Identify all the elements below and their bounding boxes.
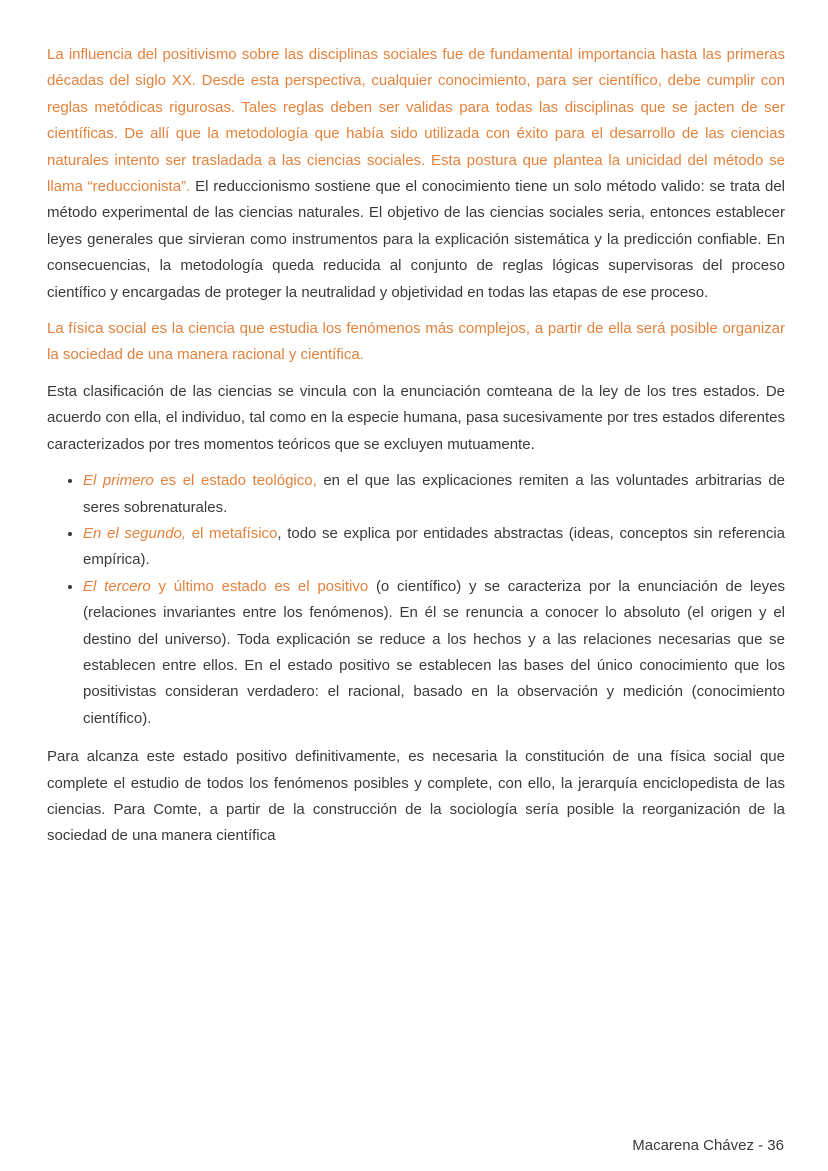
paragraph-conclusion: Para alcanza este estado positivo definitivamente, es necesaria la constitución de una física social que complete el estudio de todos los fenómenos posibles y complete, con ello, la jerarquía enciclopedista de las ciencias. Para Comte, a partir de la construcción de la sociología sería posible la reorganización de la sociedad de una manera científica (47, 748, 785, 845)
list-item-theological-state (83, 468, 785, 521)
bullet3-black-text: (o científico) y se caracteriza por la enunciación de leyes (relaciones invariantes entre los fenómenos). En él se renuncia a conocer lo absoluto (el origen y el destino del universo). Toda explicación se reduce a los hechos y a las relaciones necesarias que se establecen entre ellos. En el estado positivo se establecen las bases del único conocimiento que los positivistas consideran verdadero: el racional, basado en la observación y medición (conocimiento científico). (83, 577, 785, 727)
bullet2-orange-text: el metafísico (186, 524, 278, 542)
page-footer-author-pagenumber: Macarena Chávez - 36 (632, 1137, 784, 1154)
bullet3-orange-text: y último estado es el positivo (150, 577, 376, 595)
list-item-positive-state (83, 574, 785, 732)
bullet3-italic-orange-text: El tercero (83, 577, 151, 595)
paragraph-three-states-intro: Esta clasificación de las ciencias se vincula con la enunciación comteana de la ley de los tres estados. De acuerdo con ella, el individuo, tal como en la especie humana, pasa sucesivamente por tres estados diferentes caracterizados por tres momentos teóricos que se excluyen mutuamente. (47, 382, 785, 453)
paragraph-reductionism-black-text: El reduccionismo sostiene que el conocimiento tiene un solo método valido: se trata del método experimental de las ciencias naturales. El objetivo de las ciencias sociales seria, entonces establecer leyes generales que sirvieran como instrumentos para la explicación sistemática y la predicción confiable. En consecuencias, la metodología queda reducida al conjunto de reglas lógicas supervisoras del proceso científico y encargadas de proteger la neutralidad y objetividad en todas las etapas de ese proceso. (47, 178, 786, 301)
paragraph-social-physics: La física social es la ciencia que estudia los fenómenos más complejos, a partir de ella será posible organizar la sociedad de una manera racional y científica. (47, 320, 785, 364)
bullet2-black-text: , todo se explica por entidades abstractas (ideas, conceptos sin referencia empírica). (83, 524, 786, 569)
list-item-metaphysical-state (83, 521, 785, 574)
bullet1-orange-text: es el estado teológico, (153, 472, 324, 490)
bullet2-italic-orange-text: En el segundo, (83, 524, 187, 542)
document-body (47, 42, 785, 860)
three-states-list (47, 468, 785, 732)
paragraph-reductionism (47, 42, 785, 306)
paragraph-reductionism-orange-text: La influencia del positivismo sobre las disciplinas sociales fue de fundamental importancia hasta las primeras décadas del siglo XX. Desde esta perspectiva, cualquier conocimiento, para ser científico, debe cumplir con reglas metódicas rigurosas. Tales reglas deben ser validas para todas las disciplinas que se jacten de ser científicas. De allí que la metodología que había sido utilizada con éxito para el desarrollo de las ciencias naturales intento ser trasladada a las ciencias sociales. Esta postura que plantea la unicidad del método se llama “reduccionista”. (47, 46, 785, 196)
bullet1-italic-orange-text: El primero (83, 472, 154, 490)
bullet1-black-text: en el que las explicaciones remiten a las voluntades arbitrarias de seres sobrenaturales. (83, 472, 786, 516)
